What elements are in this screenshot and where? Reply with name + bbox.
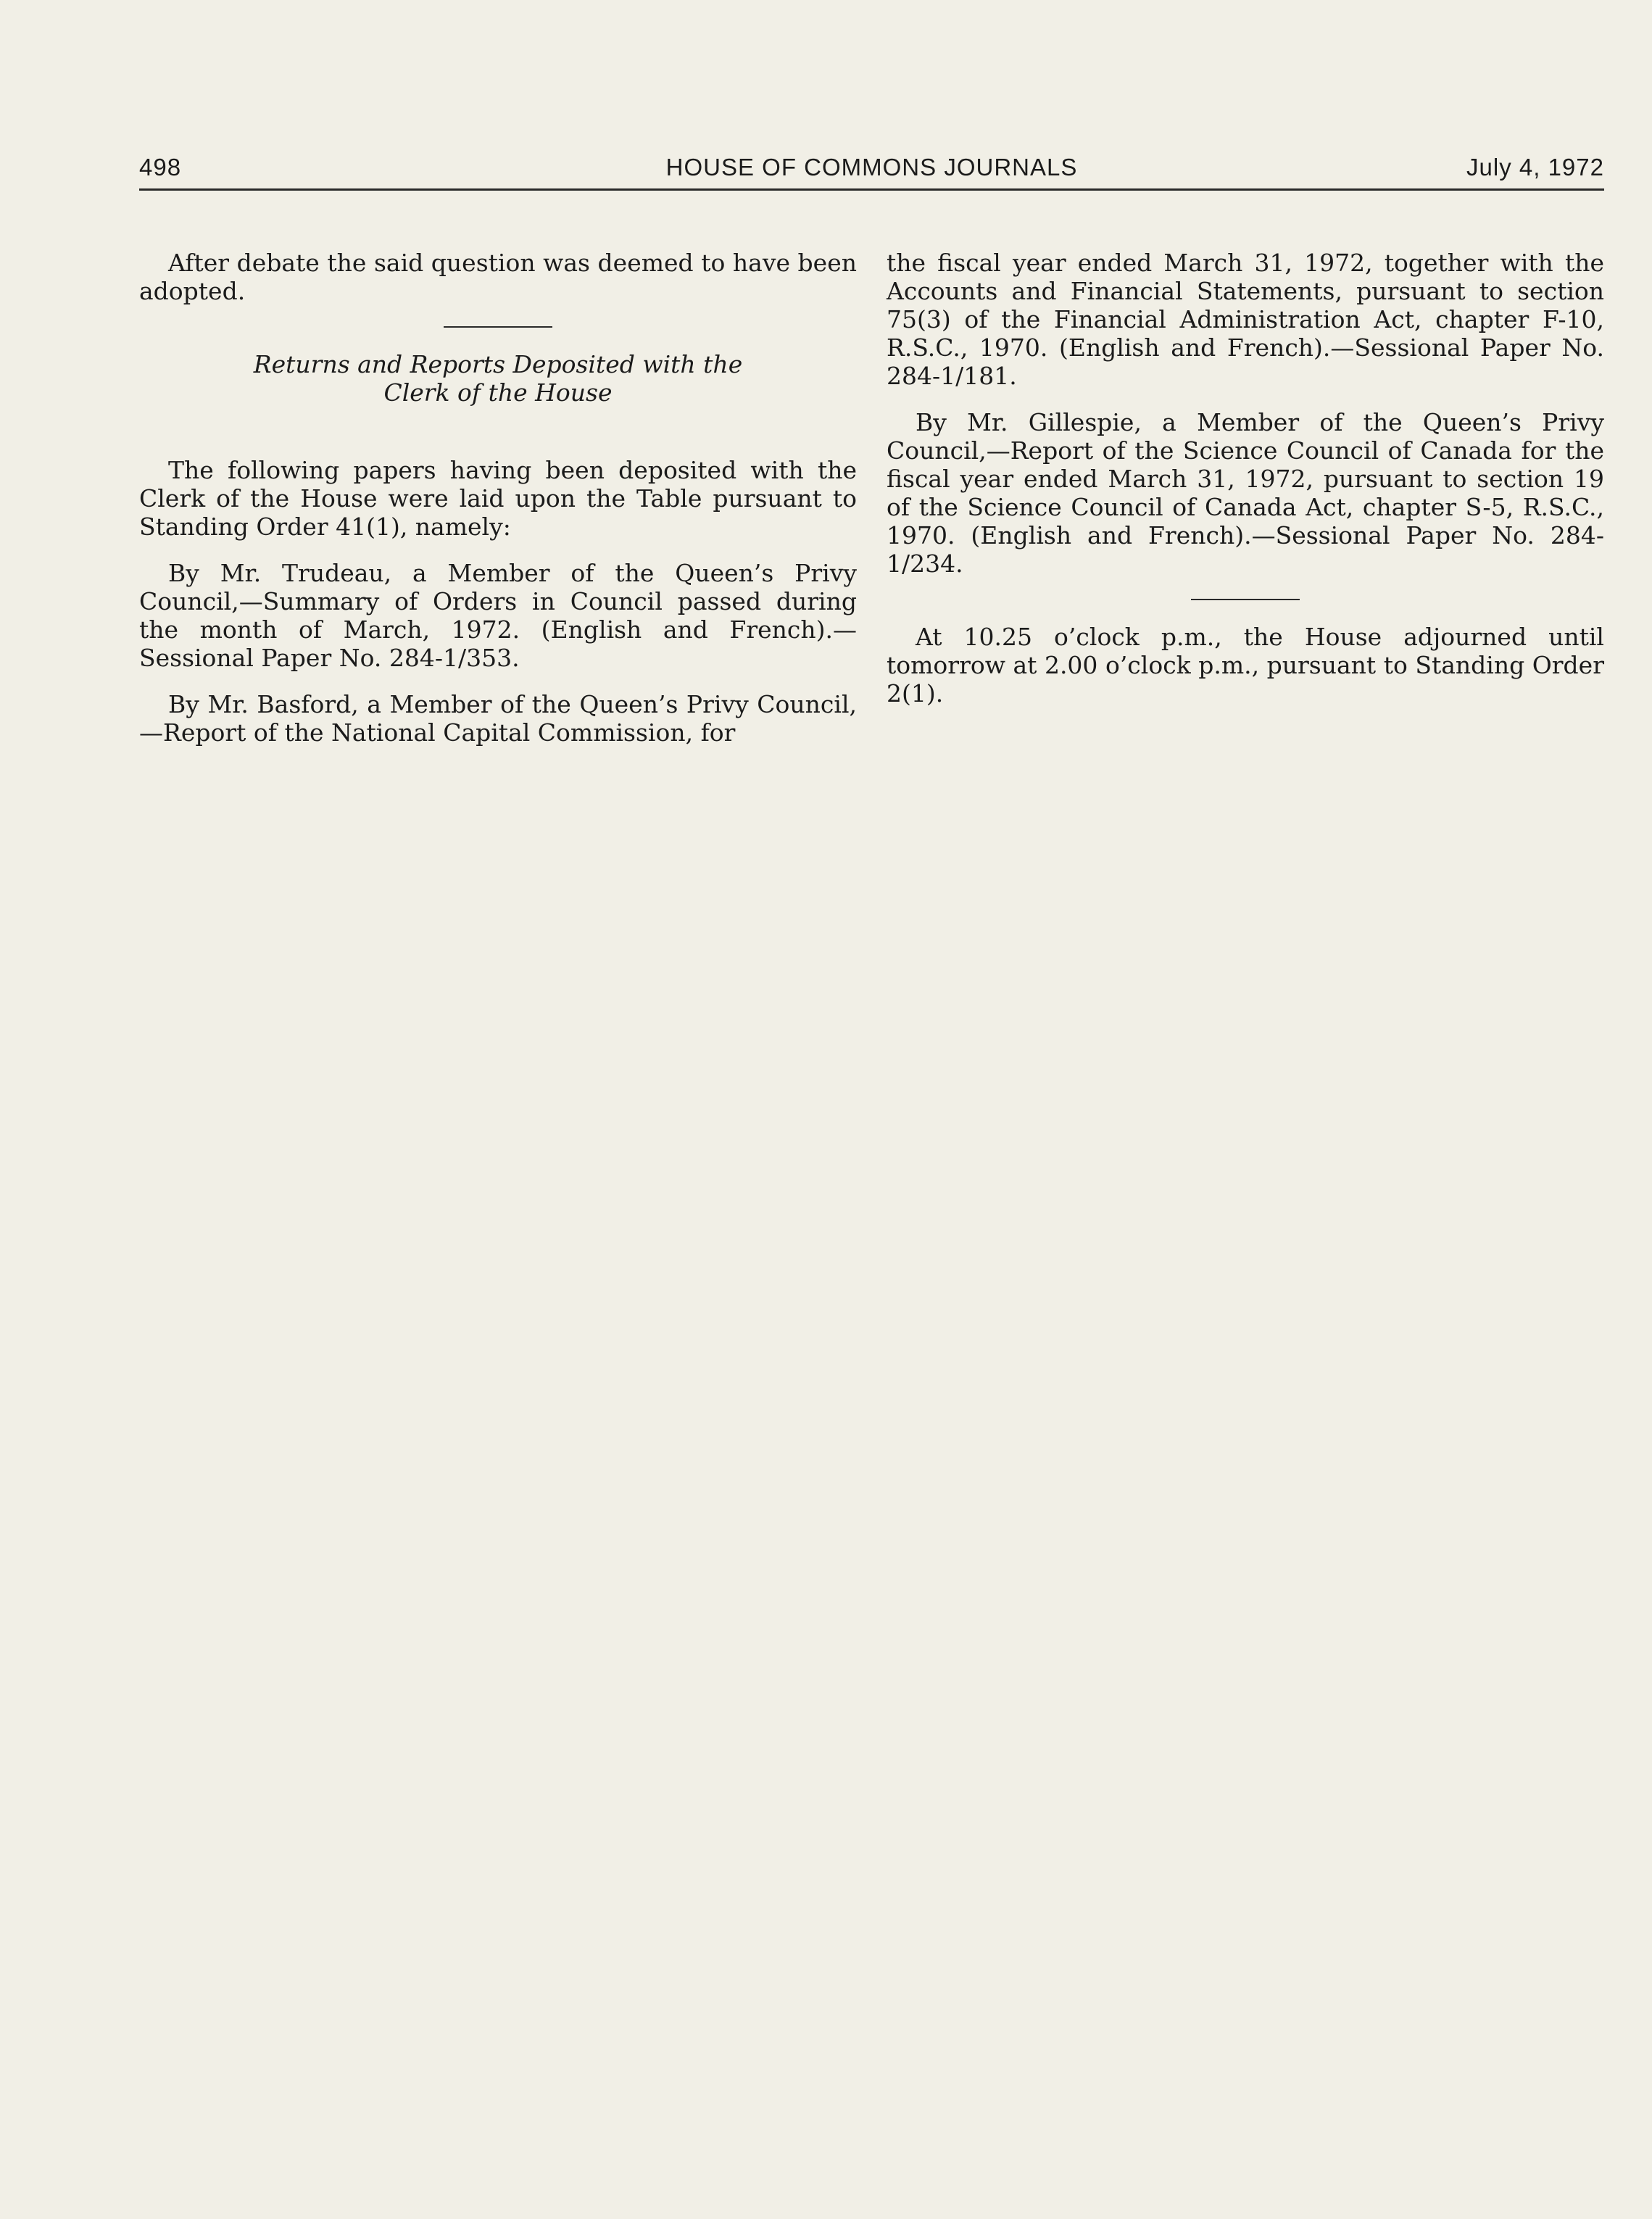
basford-paper-continuation: the fiscal year ended March 31, 1972, together with the Accounts and Financial Statements, pursuant to section 75(3) of the Financial Administration Act, chapter F-10, R.S.C., 1970. (English and French).—Sessional Paper No. 284-1/181. [887, 249, 1604, 390]
journal-date: July 4, 1972 [1466, 154, 1604, 181]
running-head [139, 154, 1604, 191]
section-heading [139, 350, 857, 407]
journal-title: HOUSE OF COMMONS JOURNALS [665, 154, 1078, 181]
intro-paragraph: The following papers having been deposited with the Clerk of the House were laid upon the Table pursuant to Standing Order 41(1), namely: [139, 456, 857, 541]
trudeau-paper-paragraph: By Mr. Trudeau, a Member of the Queen’s Privy Council,—Summary of Orders in Council passed during the month of March, 1972. (English and French).—Sessional Paper No. 284-1/353. [139, 559, 857, 672]
right-column [887, 249, 1604, 726]
section-divider [444, 326, 552, 328]
section-divider [1191, 599, 1300, 600]
debate-paragraph: After debate the said question was deemed to have been adopted. [139, 249, 857, 305]
page-number: 498 [139, 154, 182, 181]
gillespie-paper-paragraph: By Mr. Gillespie, a Member of the Queen’s Privy Council,—Report of the Science Council of Canada for the fiscal year ended March 31, 1972, pursuant to section 19 of the Science Council of Canada Act, chapter S-5, R.S.C., 1970. (English and French).—Sessional Paper No. 284-1/234. [887, 408, 1604, 578]
adjournment-paragraph: At 10.25 o’clock p.m., the House adjourned until tomorrow at 2.00 o’clock p.m., pursuant to Standing Order 2(1). [887, 623, 1604, 708]
section-heading-line: Returns and Reports Deposited with the [253, 350, 743, 378]
basford-paper-paragraph: By Mr. Basford, a Member of the Queen’s Privy Council,—Report of the National Capital Commission, for [139, 690, 857, 747]
section-heading-line: Clerk of the House [383, 378, 613, 407]
left-column [139, 249, 857, 765]
